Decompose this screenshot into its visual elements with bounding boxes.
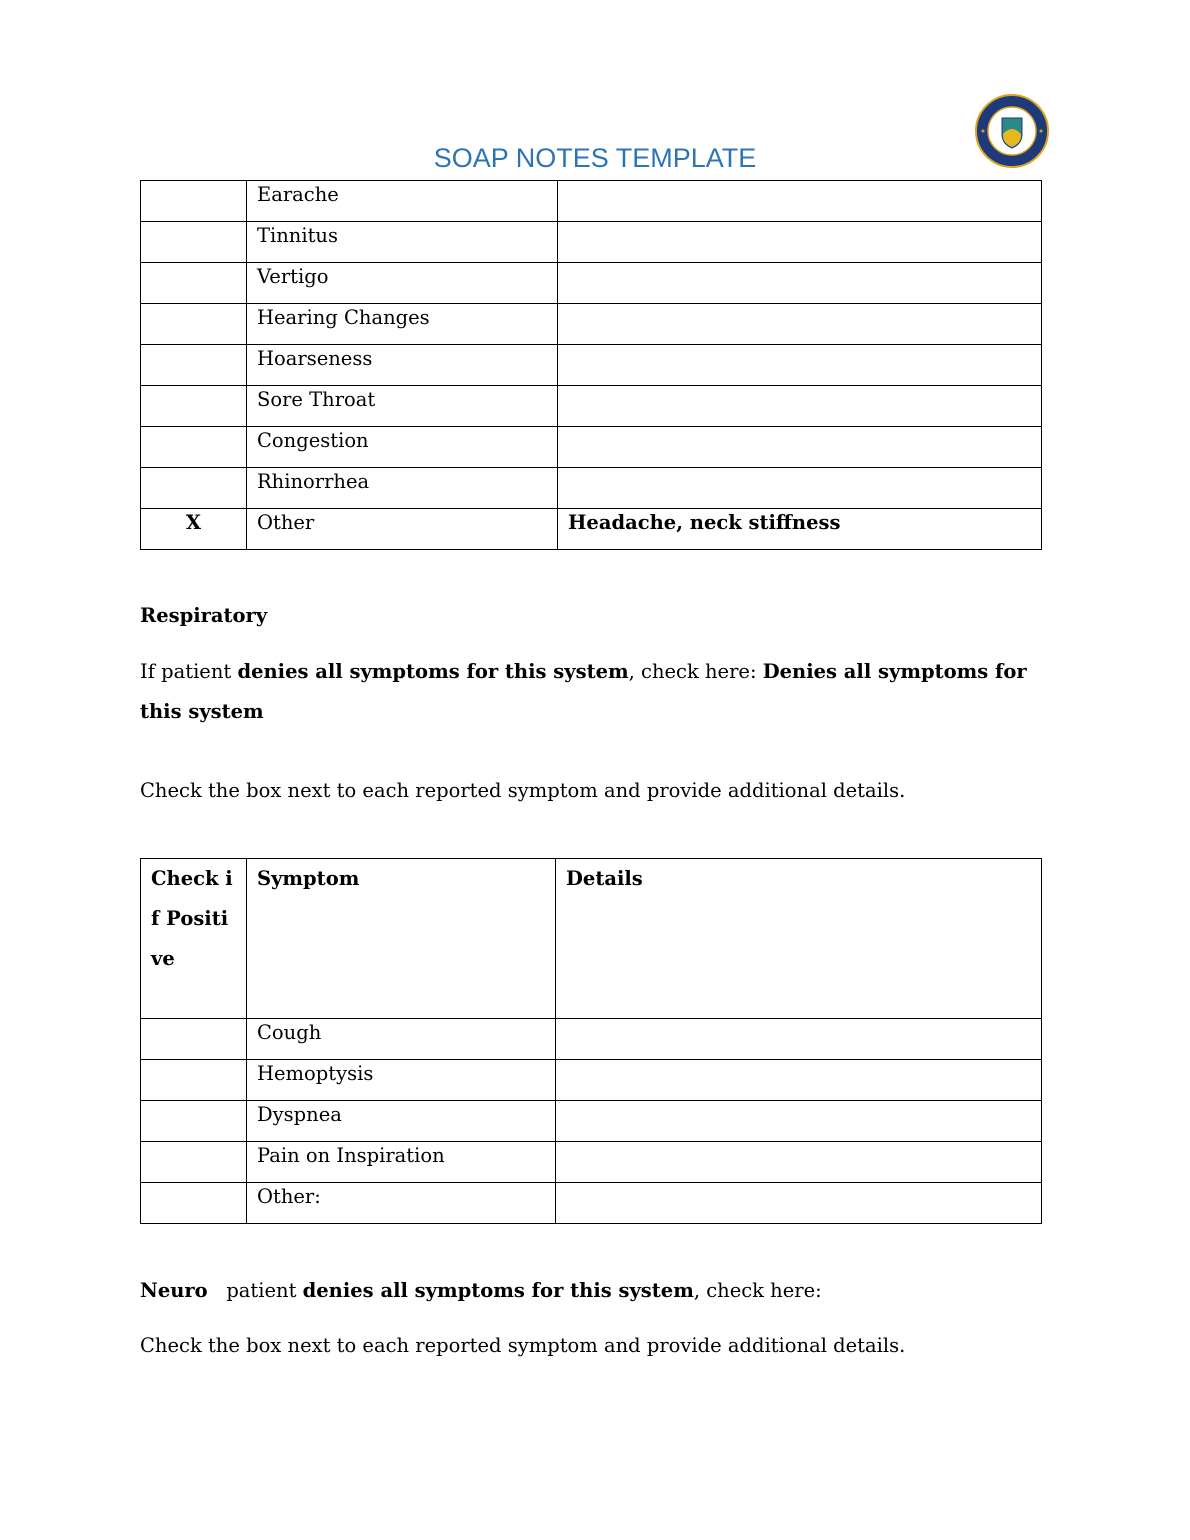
deny-suffix: , check here: xyxy=(693,1279,822,1302)
check-cell[interactable] xyxy=(141,304,247,345)
details-cell[interactable]: Headache, neck stiffness xyxy=(558,509,1042,550)
symptom-cell: Congestion xyxy=(247,427,558,468)
details-cell[interactable] xyxy=(558,386,1042,427)
respiratory-heading: Respiratory xyxy=(140,604,268,627)
details-cell[interactable] xyxy=(558,222,1042,263)
symptom-cell: Rhinorrhea xyxy=(247,468,558,509)
details-cell[interactable] xyxy=(556,1101,1042,1142)
symptom-cell: Hoarseness xyxy=(247,345,558,386)
details-cell[interactable] xyxy=(556,1183,1042,1224)
deny-bold: denies all symptoms for this system xyxy=(237,660,629,683)
neuro-heading: Neuro xyxy=(140,1279,208,1302)
header-details: Details xyxy=(556,859,1042,1019)
check-cell[interactable] xyxy=(141,468,247,509)
table-row xyxy=(141,181,1042,222)
deny-prefix: If patient xyxy=(140,660,238,683)
check-cell[interactable] xyxy=(141,222,247,263)
deny-answer[interactable]: Denies all symptoms for this system xyxy=(140,660,1027,723)
table-row xyxy=(141,263,1042,304)
symptom-cell: Pain on Inspiration xyxy=(247,1142,556,1183)
ent-symptoms-table xyxy=(140,180,1042,550)
symptom-cell: Vertigo xyxy=(247,263,558,304)
university-seal-logo xyxy=(975,94,1049,168)
details-cell[interactable] xyxy=(556,1142,1042,1183)
details-cell[interactable] xyxy=(556,1060,1042,1101)
symptom-cell: Earache xyxy=(247,181,558,222)
check-cell[interactable] xyxy=(141,427,247,468)
table-row xyxy=(141,345,1042,386)
details-cell[interactable] xyxy=(556,1019,1042,1060)
symptom-cell: Hemoptysis xyxy=(247,1060,556,1101)
check-cell[interactable] xyxy=(141,386,247,427)
check-cell[interactable] xyxy=(141,263,247,304)
header-check: Check if Positive xyxy=(141,859,247,1019)
table-row xyxy=(141,427,1042,468)
respiratory-instruction: Check the box next to each reported symptom and provide additional details. xyxy=(140,779,906,802)
table-row xyxy=(141,222,1042,263)
details-cell[interactable] xyxy=(558,304,1042,345)
check-cell[interactable] xyxy=(141,345,247,386)
check-cell[interactable] xyxy=(141,1101,247,1142)
table-row xyxy=(141,1183,1042,1224)
page-title: SOAP NOTES TEMPLATE xyxy=(433,143,757,173)
deny-mid: , check here: xyxy=(628,660,763,683)
table-row xyxy=(141,1019,1042,1060)
table-row xyxy=(141,509,1042,550)
check-cell[interactable] xyxy=(141,1019,247,1060)
symptom-cell: Other xyxy=(247,509,558,550)
table-row xyxy=(141,1142,1042,1183)
details-cell[interactable] xyxy=(558,181,1042,222)
header-symptom: Symptom xyxy=(247,859,556,1019)
details-cell[interactable] xyxy=(558,427,1042,468)
details-cell[interactable] xyxy=(558,345,1042,386)
table-row xyxy=(141,1101,1042,1142)
symptom-cell: Sore Throat xyxy=(247,386,558,427)
check-cell[interactable] xyxy=(141,181,247,222)
details-cell[interactable] xyxy=(558,468,1042,509)
respiratory-symptoms-table xyxy=(140,858,1042,1224)
symptom-cell: Other: xyxy=(247,1183,556,1224)
symptom-cell: Hearing Changes xyxy=(247,304,558,345)
table-header-row xyxy=(141,859,1042,1019)
respiratory-deny-statement xyxy=(140,652,1040,732)
table-row xyxy=(141,304,1042,345)
neuro-deny-statement xyxy=(140,1271,1040,1311)
check-cell[interactable]: X xyxy=(141,509,247,550)
neuro-instruction: Check the box next to each reported symptom and provide additional details. xyxy=(140,1334,906,1357)
table-row xyxy=(141,386,1042,427)
symptom-cell: Tinnitus xyxy=(247,222,558,263)
symptom-cell: Dyspnea xyxy=(247,1101,556,1142)
check-cell[interactable] xyxy=(141,1142,247,1183)
symptom-cell: Cough xyxy=(247,1019,556,1060)
table-row xyxy=(141,468,1042,509)
deny-bold: denies all symptoms for this system xyxy=(302,1279,694,1302)
check-cell[interactable] xyxy=(141,1183,247,1224)
deny-prefix: patient xyxy=(226,1279,303,1302)
check-cell[interactable] xyxy=(141,1060,247,1101)
table-row xyxy=(141,1060,1042,1101)
details-cell[interactable] xyxy=(558,263,1042,304)
